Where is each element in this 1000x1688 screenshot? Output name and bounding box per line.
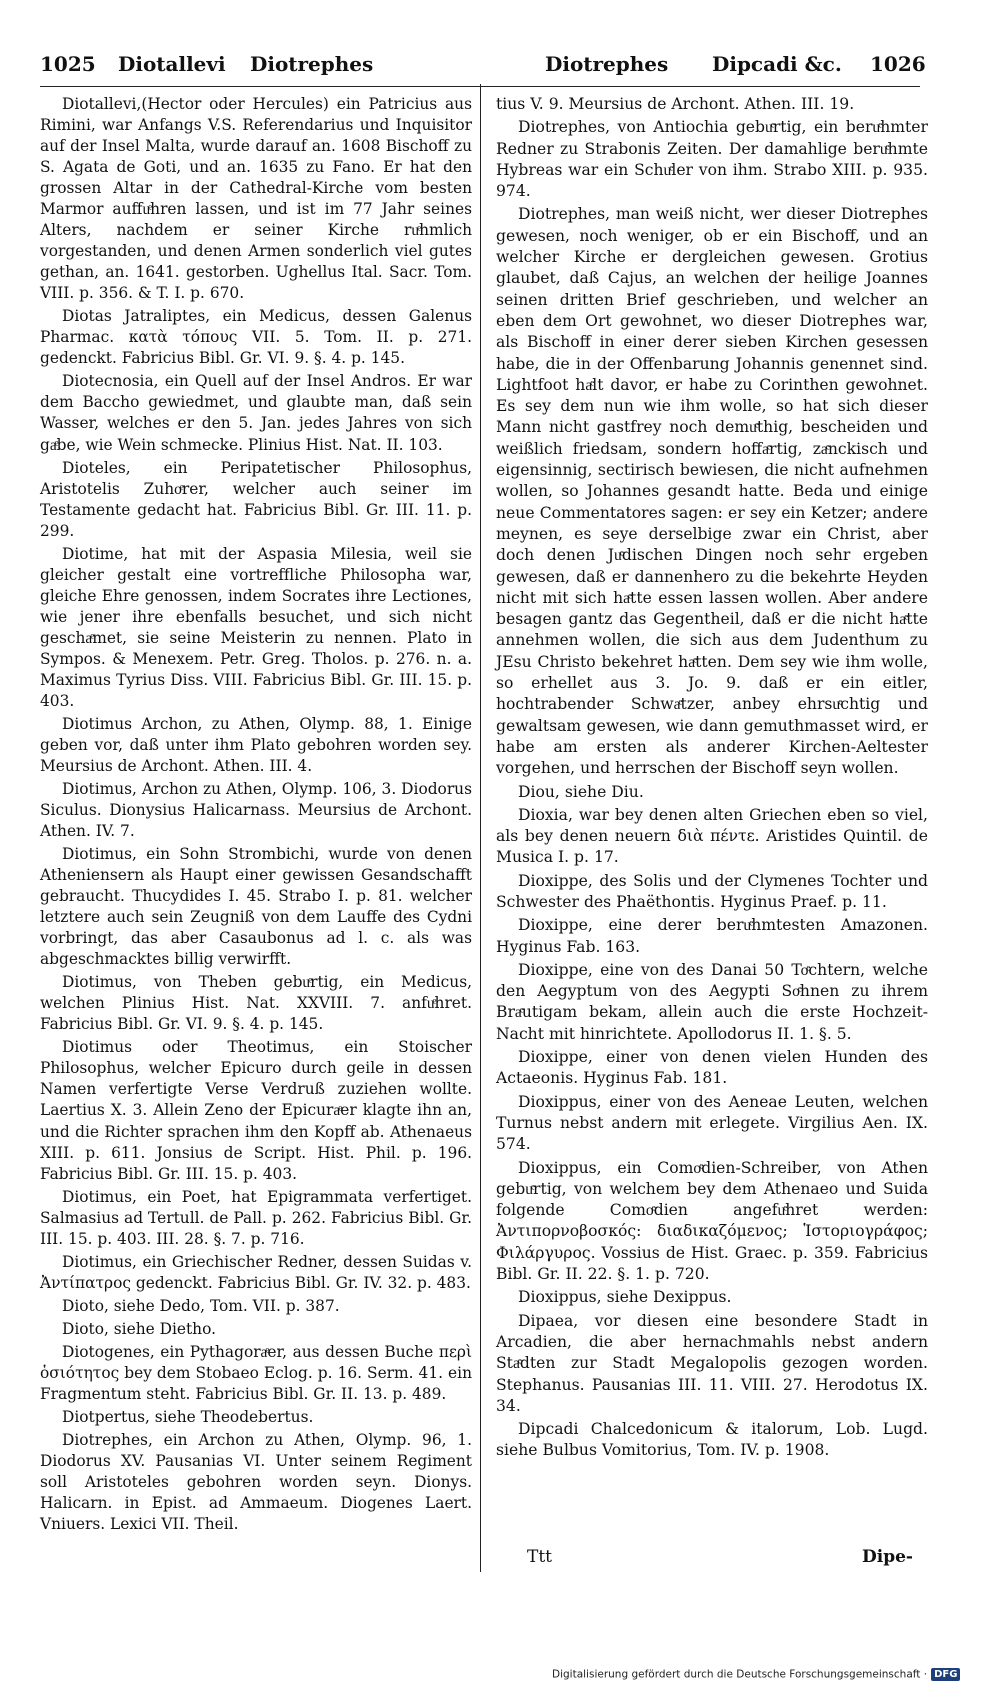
entry-diotrephes-bischoff: Diotrephes, man weiß nicht, wer dieser Diotrephes gewesen, noch weniger, ob er ein Bischoff, und an welcher Kirche er dergleichen gewesen. Grotius glaubet, daß Cajus, an welchen der heilige Joannes seinen dritten Brief geschrieben, und welcher an eben dem Ort gewohnet, wo dieser Diotrephes war, als Bischoff in einer derer sieben Kirchen gesessen habe, die in der Offenbarung Johannis genennet sind. Lightfoot haͤlt davor, er habe zu Corinthen gewohnet. Es sey dem nun wie ihm wolle, so hat sich dieser Mann nicht gastfrey noch demuͤthig, bescheiden und weißlich friedsam, sondern hoffaͤrtig, zaͤnckisch und eigensinnig, sectirisch bewiesen, die nicht aufnehmen wollen, so Johannes gesandt hatte. Beda und einige neue Commentatores sagen: er sey ein Ketzer; andere meynen, es seye derselbige zwar ein Christ, aber doch denen Juͤdischen Dingen noch sehr ergeben gewesen, daß er dannenhero zu die bekehrte Heyden nicht mit sich haͤtte essen lassen wollen. Aber andere besagen gantz das Gegentheil, daß er die nicht haͤtte annehmen wollen, die sich aus dem Judenthum zu JEsu Christo bekehret haͤtten. Dem sey wie ihm wolle, so erhellet aus 3. Jo. 9. daß er ein eitler, hochtrabender Schwaͤtzer, anbey ehrsuͤchtig und gewaltsam gewesen, wie dann gemuthmasset wird, er habe am ersten als anderer Kirchen-Aeltester vorgehen, und herrschen der Bischoff seyn wollen.: [496, 205, 928, 778]
left-column: [40, 94, 472, 1537]
entry-dioxippus-comoedien: Dioxippus, ein Comoͤdien-Schreiber, von Athen gebuͤrtig, von welchem bey dem Athenaeo und Suida folgende Comoͤdien angefuͤhret werden: Ἀντιπορνοβοσκός: διαδικαζόμενος; Ἱστοριογράφος; Φιλάργυρος. Vossius de Hist. Graec. p. 359. Fabricius Bibl. Gr. II. 22. §. 1. p. 720.: [496, 1158, 928, 1284]
entry-diotimus-archon-2: Diotimus, Archon zu Athen, Olymp. 106, 3. Diodorus Siculus. Dionysius Halicarnass. Meursius de Archont. Athen. IV. 7.: [40, 780, 472, 841]
entry-diotogenes: Diotogenes, ein Pythagoraͤer, aus dessen Buche περὶ ὁσιότητος bey dem Stobaeo Eclog. p. 16. Serm. 41. ein Fragmentum steht. Fabricius Bibl. Gr. II. 13. p. 489.: [40, 1342, 472, 1403]
entry-diotpertus: Diotpertus, siehe Theodebertus.: [62, 1407, 314, 1426]
right-column: [496, 94, 928, 1464]
entry-dioxippus-dexippus: Dioxippus, siehe Dexippus.: [518, 1288, 732, 1307]
entry-diotime: Diotime, hat mit der Aspasia Milesia, weil sie gleicher gestalt eine vortreffliche Philosopha war, gleiche Ehre genossen, indem Socrates ihre Lectiones, wie jener ihre ebenfalls besuchet, und sich nicht geschaͤmet, sie seine Meisterin zu nennen. Plato in Sympos. & Menexem. Petr. Greg. Tholos. p. 276. n. a. Maximus Tyrius Diss. VIII. Fabricius Bibl. Gr. III. 15. p. 403.: [40, 544, 472, 710]
page-number-left: 1025: [40, 52, 96, 76]
signature-mark: Ttt: [527, 1547, 553, 1567]
entry-diotallevi: Diotallevi,(Hector oder Hercules) ein Patricius aus Rimini, war Anfangs V.S. Referendarius und Inquisitor auf der Insel Malta, wurde darauf an. 1608 Bischoff zu S. Agata de Goti, und an. 1635 zu Fano. Er hat den grossen Altar in der Cathedral-Kirche vom besten Marmor auffuͤhren lassen, und ist im 77 Jahr seines Alters, nachdem er seiner Kirche ruͤhmlich vorgestanden, und denen Armen sonderlich viel gutes gethan, an. 1641. gestorben. Ughellus Ital. Sacr. Tom. VIII. p. 356. & T. I. p. 670.: [40, 95, 472, 303]
entry-dioxippe-amazone: Dioxippe, eine derer beruͤhmtesten Amazonen. Hyginus Fab. 163.: [496, 916, 928, 956]
entry-dipaea: Dipaea, vor diesen eine besondere Stadt in Arcadien, die aber hernachmahls nebst andern Staͤdten zur Stadt Megalopolis gezogen worden. Stephanus. Pausanias III. 11. VIII. 27. Herodotus IX. 34.: [496, 1311, 928, 1415]
entry-dioxippe-hund: Dioxippe, einer von denen vielen Hunden des Actaeonis. Hyginus Fab. 181.: [496, 1048, 928, 1088]
entry-dioteles: Dioteles, ein Peripatetischer Philosophus, Aristotelis Zuhoͤrer, welcher auch seiner im Testamente gedacht hat. Fabricius Bibl. Gr. III. 11. p. 299.: [40, 458, 472, 540]
entry-dioxippe-solis: Dioxippe, des Solis und der Clymenes Tochter und Schwester des Phaëthontis. Hyginus Praef. p. 11.: [496, 871, 928, 911]
headword-right-last: Dipcadi &c.: [712, 52, 842, 76]
entry-diotrephes-antiochia: Diotrephes, von Antiochia gebuͤrtig, ein beruͤhmter Redner zu Strabonis Zeiten. Der damahlige beruͤhmte Hybreas war ein Schuͤler von ihm. Strabo XIII. p. 935. 974.: [496, 118, 928, 201]
entry-diotimus-poet: Diotimus, ein Poet, hat Epigrammata verfertiget. Salmasius ad Tertull. de Pall. p. 262. Fabricius Bibl. Gr. III. 15. p. 403. III. 28. §. 7. p. 716.: [40, 1187, 472, 1248]
page-number-right: 1026: [870, 52, 926, 76]
column-divider: [480, 84, 481, 1572]
entry-diotimus-stoischer: Diotimus oder Theotimus, ein Stoischer Philosophus, welcher Epicuro durch geile in dessen Namen verfertigte Verse Verdruß zuziehen wollte. Laertius X. 3. Allein Zeno der Epicuraͤer klagte ihn an, und die Richter sprachen ihm den Kopff ab. Athenaeus XIII. p. 611. Jonsius de Script. Hist. Phil. p. 196. Fabricius Bibl. Gr. III. 15. p. 403.: [40, 1038, 472, 1183]
entry-dipcadi: Dipcadi Chalcedonicum & italorum, Lob. Lugd. siehe Bulbus Vomitorius, Tom. IV. p. 1908.: [496, 1420, 928, 1460]
entry-continuation: tius V. 9. Meursius de Archont. Athen. III. 19.: [496, 95, 855, 113]
entry-diotimus-redner: Diotimus, ein Griechischer Redner, dessen Suidas v. Ἀντίπατρος gedenckt. Fabricius Bibl. Gr. IV. 32. p. 483.: [40, 1252, 472, 1292]
catchword: Dipe-: [862, 1547, 913, 1567]
entry-dioxippus-aeneae: Dioxippus, einer von des Aeneae Leuten, welchen Turnus nebst andern mit erlegete. Virgilius Aen. IX. 574.: [496, 1092, 928, 1154]
digitization-footer: [552, 1668, 960, 1681]
entry-dioxippe-danai: Dioxippe, eine von des Danai 50 Toͤchtern, welche den Aegyptum von des Aegypti Soͤhnen zu ihrem Braͤutigam bekam, allein auch die erste Hochzeit-Nacht mit hinrichtete. Apollodorus II. 1. §. 5.: [496, 960, 928, 1043]
headword-left-last: Diotrephes: [250, 52, 374, 76]
entry-diou: Diou, siehe Diu.: [518, 782, 644, 801]
entry-diotrephes-archon: Diotrephes, ein Archon zu Athen, Olymp. 96, 1. Diodorus XV. Pausanias VI. Unter seinem Regiment soll Aristoteles gebohren worden seyn. Dionys. Halicarn. in Epist. ad Ammaeum. Diogenes Laert. Vniuers. Lexici VII. Theil.: [40, 1430, 472, 1534]
entry-diotecnosia: Diotecnosia, ein Quell auf der Insel Andros. Er war dem Baccho gewiedmet, und glaubte man, daß sein Wasser, welches er den 5. Jan. jedes Jahres von sich gaͤbe, wie Wein schmecke. Plinius Hist. Nat. II. 103.: [40, 372, 472, 454]
entry-diotimus-strombichi: Diotimus, ein Sohn Strombichi, wurde von denen Atheniensern als Haupt einer gewissen Gesandschafft gebraucht. Thucydides I. 45. Strabo I. p. 81. welcher letztere auch sein Zeugniß von dem Lauffe des Cydni vorbringt, das aber Casaubonus ad l. c. als was abgeschmacktes billig verwirfft.: [40, 845, 472, 969]
entry-dioto-dedo: Dioto, siehe Dedo, Tom. VII. p. 387.: [62, 1296, 340, 1315]
headword-right-first: Diotrephes: [545, 52, 669, 76]
entry-dioto-dietho: Dioto, siehe Dietho.: [62, 1319, 216, 1338]
entry-diotas: Diotas Jatraliptes, ein Medicus, dessen Galenus Pharmac. κατὰ τόπους VII. 5. Tom. II. p. 271. gedenckt. Fabricius Bibl. Gr. VI. 9. §. 4. p. 145.: [40, 307, 472, 368]
entry-dioxia: Dioxia, war bey denen alten Griechen eben so viel, als bey denen neuern διὰ πέντε. Aristides Quintil. de Musica I. p. 17.: [496, 805, 928, 867]
entry-diotimus-archon-1: Diotimus Archon, zu Athen, Olymp. 88, 1. Einige geben vor, daß unter ihm Plato gebohren worden sey. Meursius de Archont. Athen. III. 4.: [40, 714, 472, 775]
dfg-logo: DFG: [931, 1668, 960, 1681]
headword-left-first: Diotallevi: [118, 52, 226, 76]
footer-text: Digitalisierung gefördert durch die Deutsche Forschungsgemeinschaft ·: [552, 1668, 928, 1681]
entry-diotimus-theben: Diotimus, von Theben gebuͤrtig, ein Medicus, welchen Plinius Hist. Nat. XXVIII. 7. anfuͤhret. Fabricius Bibl. Gr. VI. 9. §. 4. p. 145.: [40, 973, 472, 1034]
